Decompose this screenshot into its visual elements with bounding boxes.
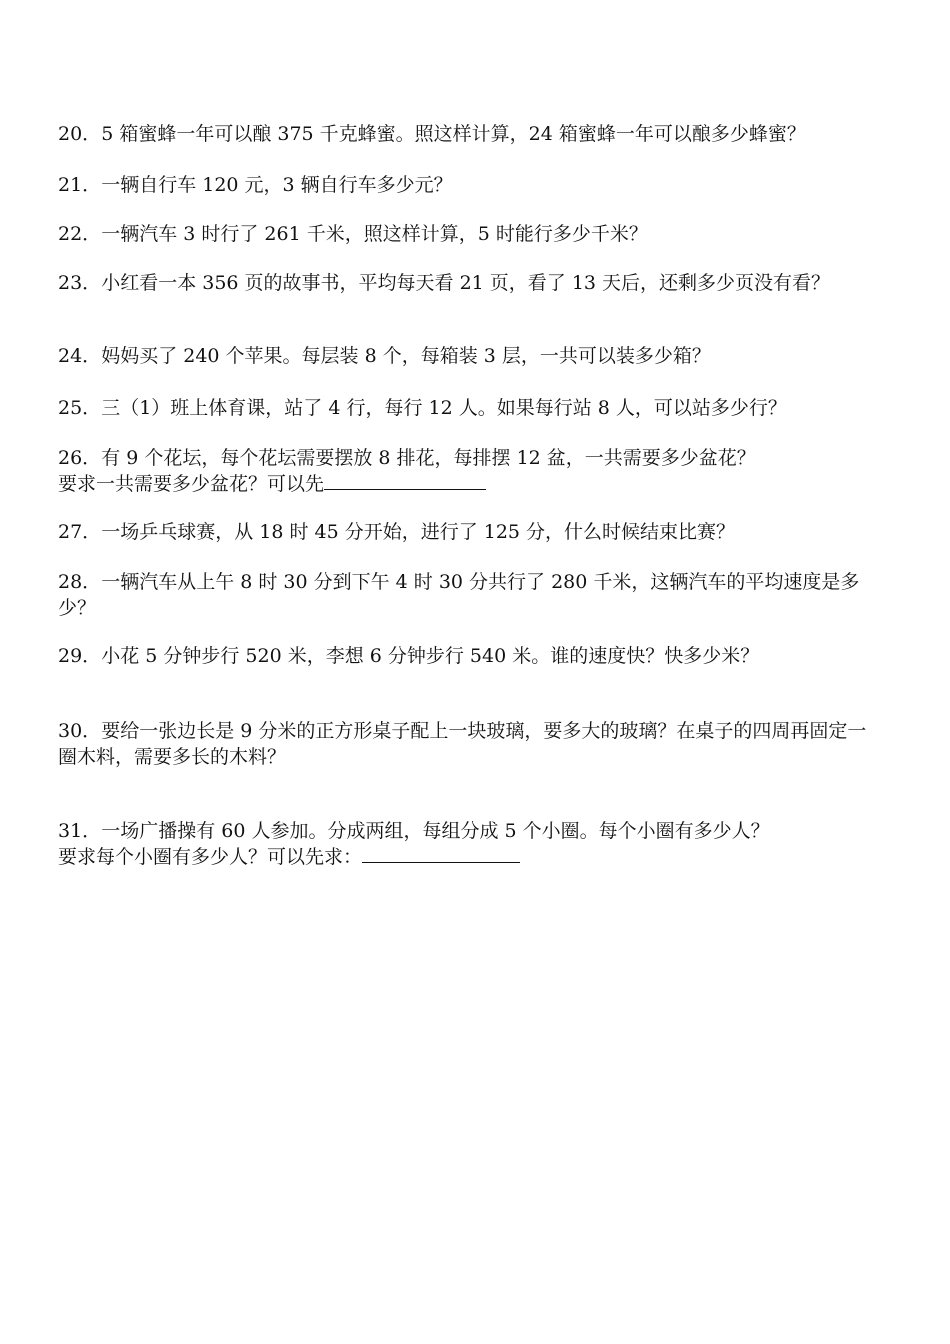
question-22 xyxy=(58,221,878,247)
question-25 xyxy=(58,395,878,421)
question-number: 27． xyxy=(58,521,102,543)
question-26 xyxy=(58,445,878,497)
question-number: 30． xyxy=(58,720,102,742)
question-number: 24． xyxy=(58,345,102,367)
question-31 xyxy=(58,818,878,870)
question-20 xyxy=(58,121,888,147)
answer-blank[interactable] xyxy=(324,471,486,490)
question-text: 一场广播操有 60 人参加。分成两组，每组分成 5 个小圈。每个小圈有多少人？ xyxy=(101,820,770,842)
question-prompt: 要求一共需要多少盆花？可以先 xyxy=(58,473,325,495)
question-text: 三（1）班上体育课，站了 4 行，每行 12 人。如果每行站 8 人，可以站多少行？ xyxy=(101,397,787,419)
question-text: 一辆汽车从上午 8 时 30 分到下午 4 时 30 分共行了 280 千米，这辆汽车的平均速度是多少？ xyxy=(58,571,860,619)
question-28 xyxy=(58,569,878,621)
question-number: 20． xyxy=(58,123,102,145)
question-23 xyxy=(58,270,878,296)
question-text: 妈妈买了 240 个苹果。每层装 8 个，每箱装 3 层，一共可以装多少箱？ xyxy=(101,345,711,367)
question-24 xyxy=(58,343,878,369)
question-number: 26． xyxy=(58,447,102,469)
question-number: 22． xyxy=(58,223,102,245)
question-number: 25． xyxy=(58,397,102,419)
question-27 xyxy=(58,519,878,545)
question-number: 29． xyxy=(58,645,102,667)
question-prompt: 要求每个小圈有多少人？可以先求： xyxy=(58,846,363,868)
question-number: 28． xyxy=(58,571,102,593)
question-number: 21． xyxy=(58,174,102,196)
question-text: 有 9 个花坛，每个花坛需要摆放 8 排花，每排摆 12 盆，一共需要多少盆花？ xyxy=(101,447,756,469)
question-text: 一辆自行车 120 元，3 辆自行车多少元？ xyxy=(101,174,453,196)
question-number: 23． xyxy=(58,272,102,294)
question-text: 一场乒乓球赛，从 18 时 45 分开始，进行了 125 分，什么时候结束比赛？ xyxy=(101,521,736,543)
question-21 xyxy=(58,172,878,198)
question-number: 31． xyxy=(58,820,102,842)
question-30 xyxy=(58,718,878,770)
answer-blank[interactable] xyxy=(362,844,520,863)
question-29 xyxy=(58,643,878,669)
question-text: 一辆汽车 3 时行了 261 千米，照这样计算，5 时能行多少千米？ xyxy=(101,223,648,245)
question-text: 小红看一本 356 页的故事书，平均每天看 21 页，看了 13 天后，还剩多少页没有看？ xyxy=(101,272,831,294)
question-text: 要给一张边长是 9 分米的正方形桌子配上一块玻璃，要多大的玻璃？在桌子的四周再固定一圈木料，需要多长的木料？ xyxy=(58,720,867,768)
question-text: 小花 5 分钟步行 520 米，李想 6 分钟步行 540 米。谁的速度快？快多少米？ xyxy=(101,645,760,667)
question-text: 5 箱蜜蜂一年可以酿 375 千克蜂蜜。照这样计算，24 箱蜜蜂一年可以酿多少蜂蜜？ xyxy=(101,123,806,145)
